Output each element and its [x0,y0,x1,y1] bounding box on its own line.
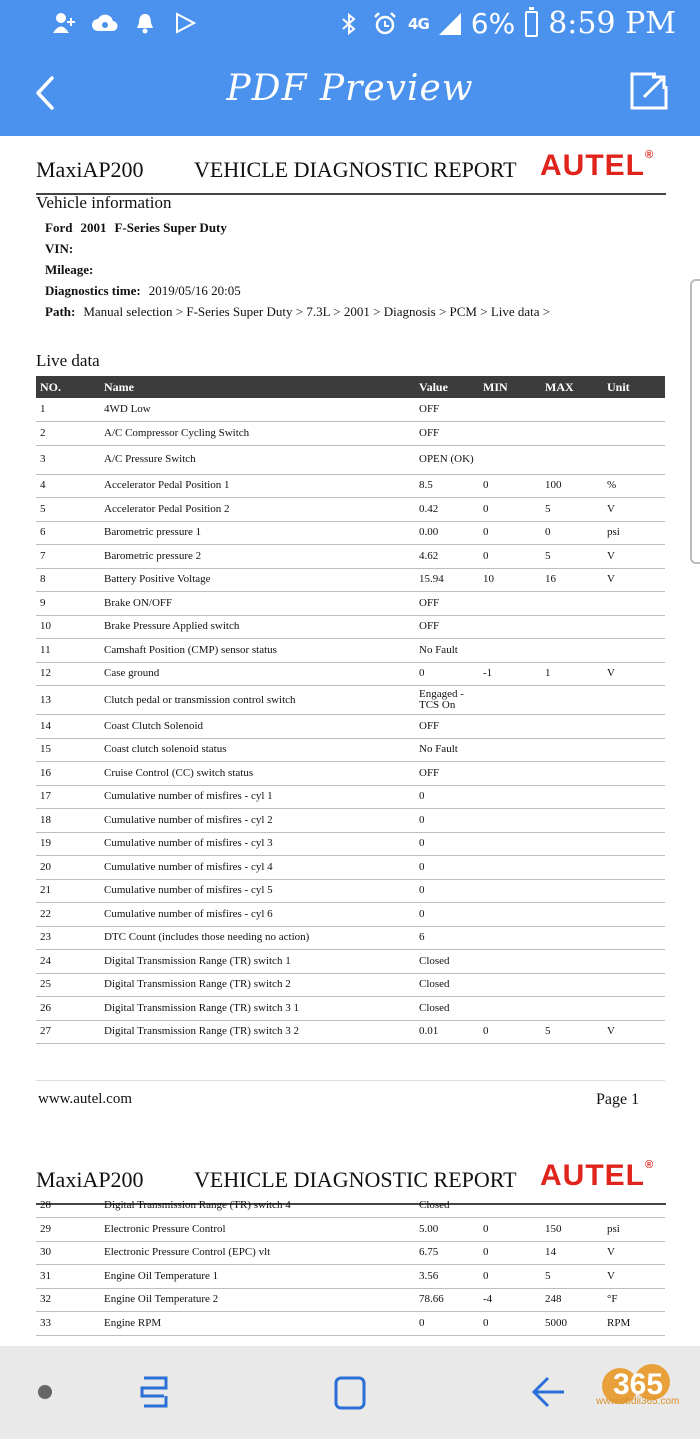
cell-value: OFF [415,398,479,422]
cell-max: 16 [541,568,603,592]
cell-max: 0 [541,521,603,545]
cell-min [479,926,541,950]
cell-unit [603,856,665,880]
table-row [36,1312,665,1336]
alarm-icon [372,11,398,37]
cell-no: 30 [36,1241,100,1265]
cell-no: 24 [36,950,100,974]
battery-icon [525,11,538,37]
table-row [36,445,665,474]
cell-min: 0 [479,521,541,545]
report-model: MaxiAP200 [36,157,144,182]
cell-min [479,879,541,903]
cell-no: 33 [36,1312,100,1336]
page-title: PDF Preview [226,68,474,109]
live-data-table-page-2 [36,1194,665,1336]
cell-name: Battery Positive Voltage [100,568,415,592]
cell-name: A/C Compressor Cycling Switch [100,422,415,446]
table-row [36,686,665,715]
cell-no: 22 [36,903,100,927]
cell-name: Barometric pressure 2 [100,545,415,569]
pdf-document[interactable] [0,136,700,1346]
bluetooth-icon [336,11,362,37]
table-row [36,662,665,686]
table-row [36,973,665,997]
cell-min: 0 [479,1020,541,1044]
cell-name: Digital Transmission Range (TR) switch 2 [100,973,415,997]
menu-dot-icon[interactable] [38,1385,52,1399]
table-row [36,785,665,809]
cell-max [541,950,603,974]
cell-value: 6.75 [415,1241,479,1265]
cell-name: Engine Oil Temperature 1 [100,1265,415,1289]
cell-min [479,686,541,715]
top-bar [0,0,700,136]
cell-no: 11 [36,639,100,663]
cell-min: 0 [479,1241,541,1265]
cell-max: 100 [541,474,603,498]
report-model: MaxiAP200 [36,1167,144,1192]
cell-max: 5 [541,1265,603,1289]
table-row [36,639,665,663]
cell-no: 12 [36,662,100,686]
cell-unit [603,738,665,762]
cell-no: 3 [36,445,100,474]
cell-unit [603,809,665,833]
cell-no: 16 [36,762,100,786]
cell-name: Cumulative number of misfires - cyl 1 [100,785,415,809]
table-row [36,809,665,833]
cell-min [479,422,541,446]
cell-max [541,715,603,739]
cell-value: 0 [415,856,479,880]
cell-unit [603,903,665,927]
cell-max [541,926,603,950]
cell-value: 0.42 [415,498,479,522]
cell-value: OFF [415,715,479,739]
cell-unit [603,997,665,1021]
cell-min [479,615,541,639]
cell-min [479,715,541,739]
cell-unit: psi [603,521,665,545]
scrollbar-thumb[interactable] [690,279,700,564]
cell-min [479,973,541,997]
cell-unit: % [603,474,665,498]
cell-name: Coast Clutch Solenoid [100,715,415,739]
cell-max: 248 [541,1288,603,1312]
table-row [36,521,665,545]
cell-unit [603,973,665,997]
cell-name: Cumulative number of misfires - cyl 5 [100,879,415,903]
share-button[interactable] [628,70,670,112]
cell-no: 1 [36,398,100,422]
cell-min: 10 [479,568,541,592]
table-row [36,832,665,856]
cell-value: OFF [415,615,479,639]
cell-max [541,809,603,833]
cell-max [541,973,603,997]
report-title: VEHICLE DIAGNOSTIC REPORT [194,1167,517,1192]
cell-no: 17 [36,785,100,809]
cell-unit [603,1194,665,1218]
cell-value: 0 [415,903,479,927]
vehicle-name: Ford 2001 F-Series Super Duty [45,220,227,235]
cell-min [479,950,541,974]
cell-unit [603,762,665,786]
cell-name: Cumulative number of misfires - cyl 3 [100,832,415,856]
cell-no: 2 [36,422,100,446]
cell-max [541,856,603,880]
cell-min: 0 [479,1265,541,1289]
table-row [36,762,665,786]
cell-unit: °F [603,1288,665,1312]
cell-no: 19 [36,832,100,856]
cell-unit: V [603,498,665,522]
cell-name: Accelerator Pedal Position 1 [100,474,415,498]
cell-value: 6 [415,926,479,950]
home-button[interactable] [332,1374,368,1412]
cell-value: 8.5 [415,474,479,498]
col-unit: Unit [603,376,665,398]
cell-unit [603,950,665,974]
cell-min [479,592,541,616]
cell-max: 1 [541,662,603,686]
cell-max: 5 [541,1020,603,1044]
table-row [36,545,665,569]
cell-max [541,398,603,422]
cell-min [479,997,541,1021]
cell-name: Cumulative number of misfires - cyl 4 [100,856,415,880]
table-row [36,615,665,639]
cell-no: 23 [36,926,100,950]
cell-max [541,879,603,903]
cell-max: 5000 [541,1312,603,1336]
col-no: NO. [36,376,100,398]
cell-name: Electronic Pressure Control (EPC) vlt [100,1241,415,1265]
cell-value: 0 [415,1312,479,1336]
cell-value: No Fault [415,738,479,762]
system-nav-bar [0,1346,700,1439]
cell-max: 5 [541,545,603,569]
cell-unit: V [603,1265,665,1289]
report-header [36,149,666,197]
table-row [36,738,665,762]
table-row [36,926,665,950]
table-row [36,422,665,446]
cell-no: 15 [36,738,100,762]
cell-name: Barometric pressure 1 [100,521,415,545]
col-max: MAX [541,376,603,398]
cell-name: Digital Transmission Range (TR) switch 3 1 [100,997,415,1021]
cell-no: 21 [36,879,100,903]
cell-name: Accelerator Pedal Position 2 [100,498,415,522]
cell-value: Closed [415,973,479,997]
cell-unit [603,832,665,856]
cell-value: OPEN (OK) [415,445,479,474]
cell-min: -1 [479,662,541,686]
cell-value: 0.01 [415,1020,479,1044]
cell-name: 4WD Low [100,398,415,422]
mileage-row: Mileage: [45,262,94,277]
cell-no: 8 [36,568,100,592]
cell-min: 0 [479,1218,541,1242]
cell-min: -4 [479,1288,541,1312]
cell-unit: psi [603,1218,665,1242]
table-row [36,1194,665,1218]
cell-name: Digital Transmission Range (TR) switch 3 2 [100,1020,415,1044]
cell-value: Closed [415,950,479,974]
cell-unit [603,445,665,474]
cell-unit: V [603,568,665,592]
recent-apps-icon [136,1374,172,1410]
cell-name: Cruise Control (CC) switch status [100,762,415,786]
vehicle-info [45,220,645,325]
cell-max [541,785,603,809]
cell-value: 15.94 [415,568,479,592]
cell-name: Digital Transmission Range (TR) switch 1 [100,950,415,974]
table-row [36,1265,665,1289]
table-row [36,498,665,522]
cell-no: 4 [36,474,100,498]
cell-unit [603,398,665,422]
recent-apps-button[interactable] [136,1374,172,1410]
cell-name: A/C Pressure Switch [100,445,415,474]
cell-no: 28 [36,1194,100,1218]
report-title: VEHICLE DIAGNOSTIC REPORT [194,157,517,182]
table-row [36,1218,665,1242]
svg-text:365: 365 [612,1368,664,1401]
cell-name: Coast clutch solenoid status [100,738,415,762]
cell-unit: V [603,545,665,569]
cell-max [541,738,603,762]
cell-name: Electronic Pressure Control [100,1218,415,1242]
cell-unit [603,785,665,809]
live-data-table [36,376,665,1044]
vehicle-section-title: Vehicle information [36,193,172,212]
cell-no: 7 [36,545,100,569]
add-contact-icon [52,10,78,36]
table-row [36,950,665,974]
cell-max [541,639,603,663]
table-header [36,376,665,398]
cell-min [479,1194,541,1218]
cell-name: Cumulative number of misfires - cyl 2 [100,809,415,833]
cell-unit: V [603,662,665,686]
cell-max [541,686,603,715]
cell-name: Brake Pressure Applied switch [100,615,415,639]
cell-value: 0 [415,662,479,686]
cell-unit [603,592,665,616]
table-row [36,1020,665,1044]
cell-max [541,903,603,927]
share-icon [628,70,670,112]
back-arrow-icon [530,1374,566,1410]
table-row [36,1241,665,1265]
cell-name: Brake ON/OFF [100,592,415,616]
table-row [36,568,665,592]
cell-value: 0 [415,879,479,903]
cell-no: 10 [36,615,100,639]
cell-value: OFF [415,422,479,446]
cell-min [479,903,541,927]
cell-unit [603,615,665,639]
cell-unit: RPM [603,1312,665,1336]
cell-no: 9 [36,592,100,616]
cell-no: 13 [36,686,100,715]
cell-max [541,762,603,786]
signal-icon [439,13,461,35]
cell-min [479,762,541,786]
cell-unit [603,715,665,739]
cell-max [541,997,603,1021]
cell-value: 0 [415,832,479,856]
cell-max: 5 [541,498,603,522]
cell-name: Digital Transmission Range (TR) switch 4 [100,1194,415,1218]
cell-unit [603,879,665,903]
cell-value: 4.62 [415,545,479,569]
page-divider [36,1080,665,1081]
path-row: Path: Manual selection > F-Series Super Duty > 7.3L > 2001 > Diagnosis > PCM > Live data > [45,304,551,319]
cell-min [479,809,541,833]
app-bar [0,52,700,136]
cell-name: Clutch pedal or transmission control switch [100,686,415,715]
cell-value: 3.56 [415,1265,479,1289]
autel-logo: AUTEL® [540,1159,655,1192]
cloud-sync-icon [92,10,118,36]
cell-unit [603,422,665,446]
col-value: Value [415,376,479,398]
cell-min [479,639,541,663]
cell-min [479,398,541,422]
cell-max: 14 [541,1241,603,1265]
cell-unit: V [603,1020,665,1044]
clock: 8:59 PM [548,6,676,41]
cell-min [479,445,541,474]
cell-name: Case ground [100,662,415,686]
back-nav-button[interactable] [530,1374,566,1410]
table-row [36,715,665,739]
cell-unit [603,926,665,950]
cell-name: Engine RPM [100,1312,415,1336]
diagnostics-time-row: Diagnostics time: 2019/05/16 20:05 [45,283,241,298]
cell-max [541,1194,603,1218]
cell-no: 25 [36,973,100,997]
cell-min [479,832,541,856]
cell-name: DTC Count (includes those needing no action) [100,926,415,950]
cell-value: Closed [415,997,479,1021]
battery-percent: 6% [470,7,516,40]
lte-icon: 4G [408,14,429,33]
footer-url: www.autel.com [38,1091,132,1107]
cell-value: OFF [415,592,479,616]
cell-min: 0 [479,474,541,498]
cell-no: 26 [36,997,100,1021]
table-row [36,474,665,498]
cell-no: 5 [36,498,100,522]
cell-no: 27 [36,1020,100,1044]
cell-max [541,615,603,639]
home-icon [332,1374,368,1412]
cell-no: 32 [36,1288,100,1312]
play-store-icon [172,10,198,36]
cell-max: 150 [541,1218,603,1242]
status-bar [0,0,700,52]
cell-name: Cumulative number of misfires - cyl 6 [100,903,415,927]
cell-unit [603,639,665,663]
cell-value: Engaged - TCS On [415,686,479,715]
table-row [36,997,665,1021]
cell-max [541,832,603,856]
bell-icon [132,10,158,36]
cell-min: 0 [479,545,541,569]
cell-min [479,785,541,809]
cell-min: 0 [479,1312,541,1336]
cell-no: 14 [36,715,100,739]
cell-max [541,592,603,616]
cell-no: 20 [36,856,100,880]
cell-no: 29 [36,1218,100,1242]
table-row [36,592,665,616]
cell-value: No Fault [415,639,479,663]
live-data-title: Live data [36,351,100,370]
table-row [36,903,665,927]
cell-value: 0 [415,785,479,809]
cell-value: 78.66 [415,1288,479,1312]
table-row [36,856,665,880]
autel-logo: AUTEL® [540,149,655,182]
footer-page-number: Page 1 [596,1091,640,1108]
col-min: MIN [479,376,541,398]
cell-name: Engine Oil Temperature 2 [100,1288,415,1312]
cell-no: 31 [36,1265,100,1289]
cell-unit [603,686,665,715]
cell-value: 0 [415,809,479,833]
cell-value: 5.00 [415,1218,479,1242]
watermark-url: www.obdii365.com [596,1396,680,1407]
table-row [36,1288,665,1312]
cell-max [541,445,603,474]
table-row [36,879,665,903]
col-name: Name [100,376,415,398]
cell-min [479,856,541,880]
cell-unit: V [603,1241,665,1265]
cell-max [541,422,603,446]
table-row [36,398,665,422]
cell-value: Closed [415,1194,479,1218]
cell-name: Camshaft Position (CMP) sensor status [100,639,415,663]
vin-row: VIN: [45,241,74,256]
cell-no: 18 [36,809,100,833]
cell-value: OFF [415,762,479,786]
cell-min [479,738,541,762]
cell-no: 6 [36,521,100,545]
cell-value: 0.00 [415,521,479,545]
cell-min: 0 [479,498,541,522]
